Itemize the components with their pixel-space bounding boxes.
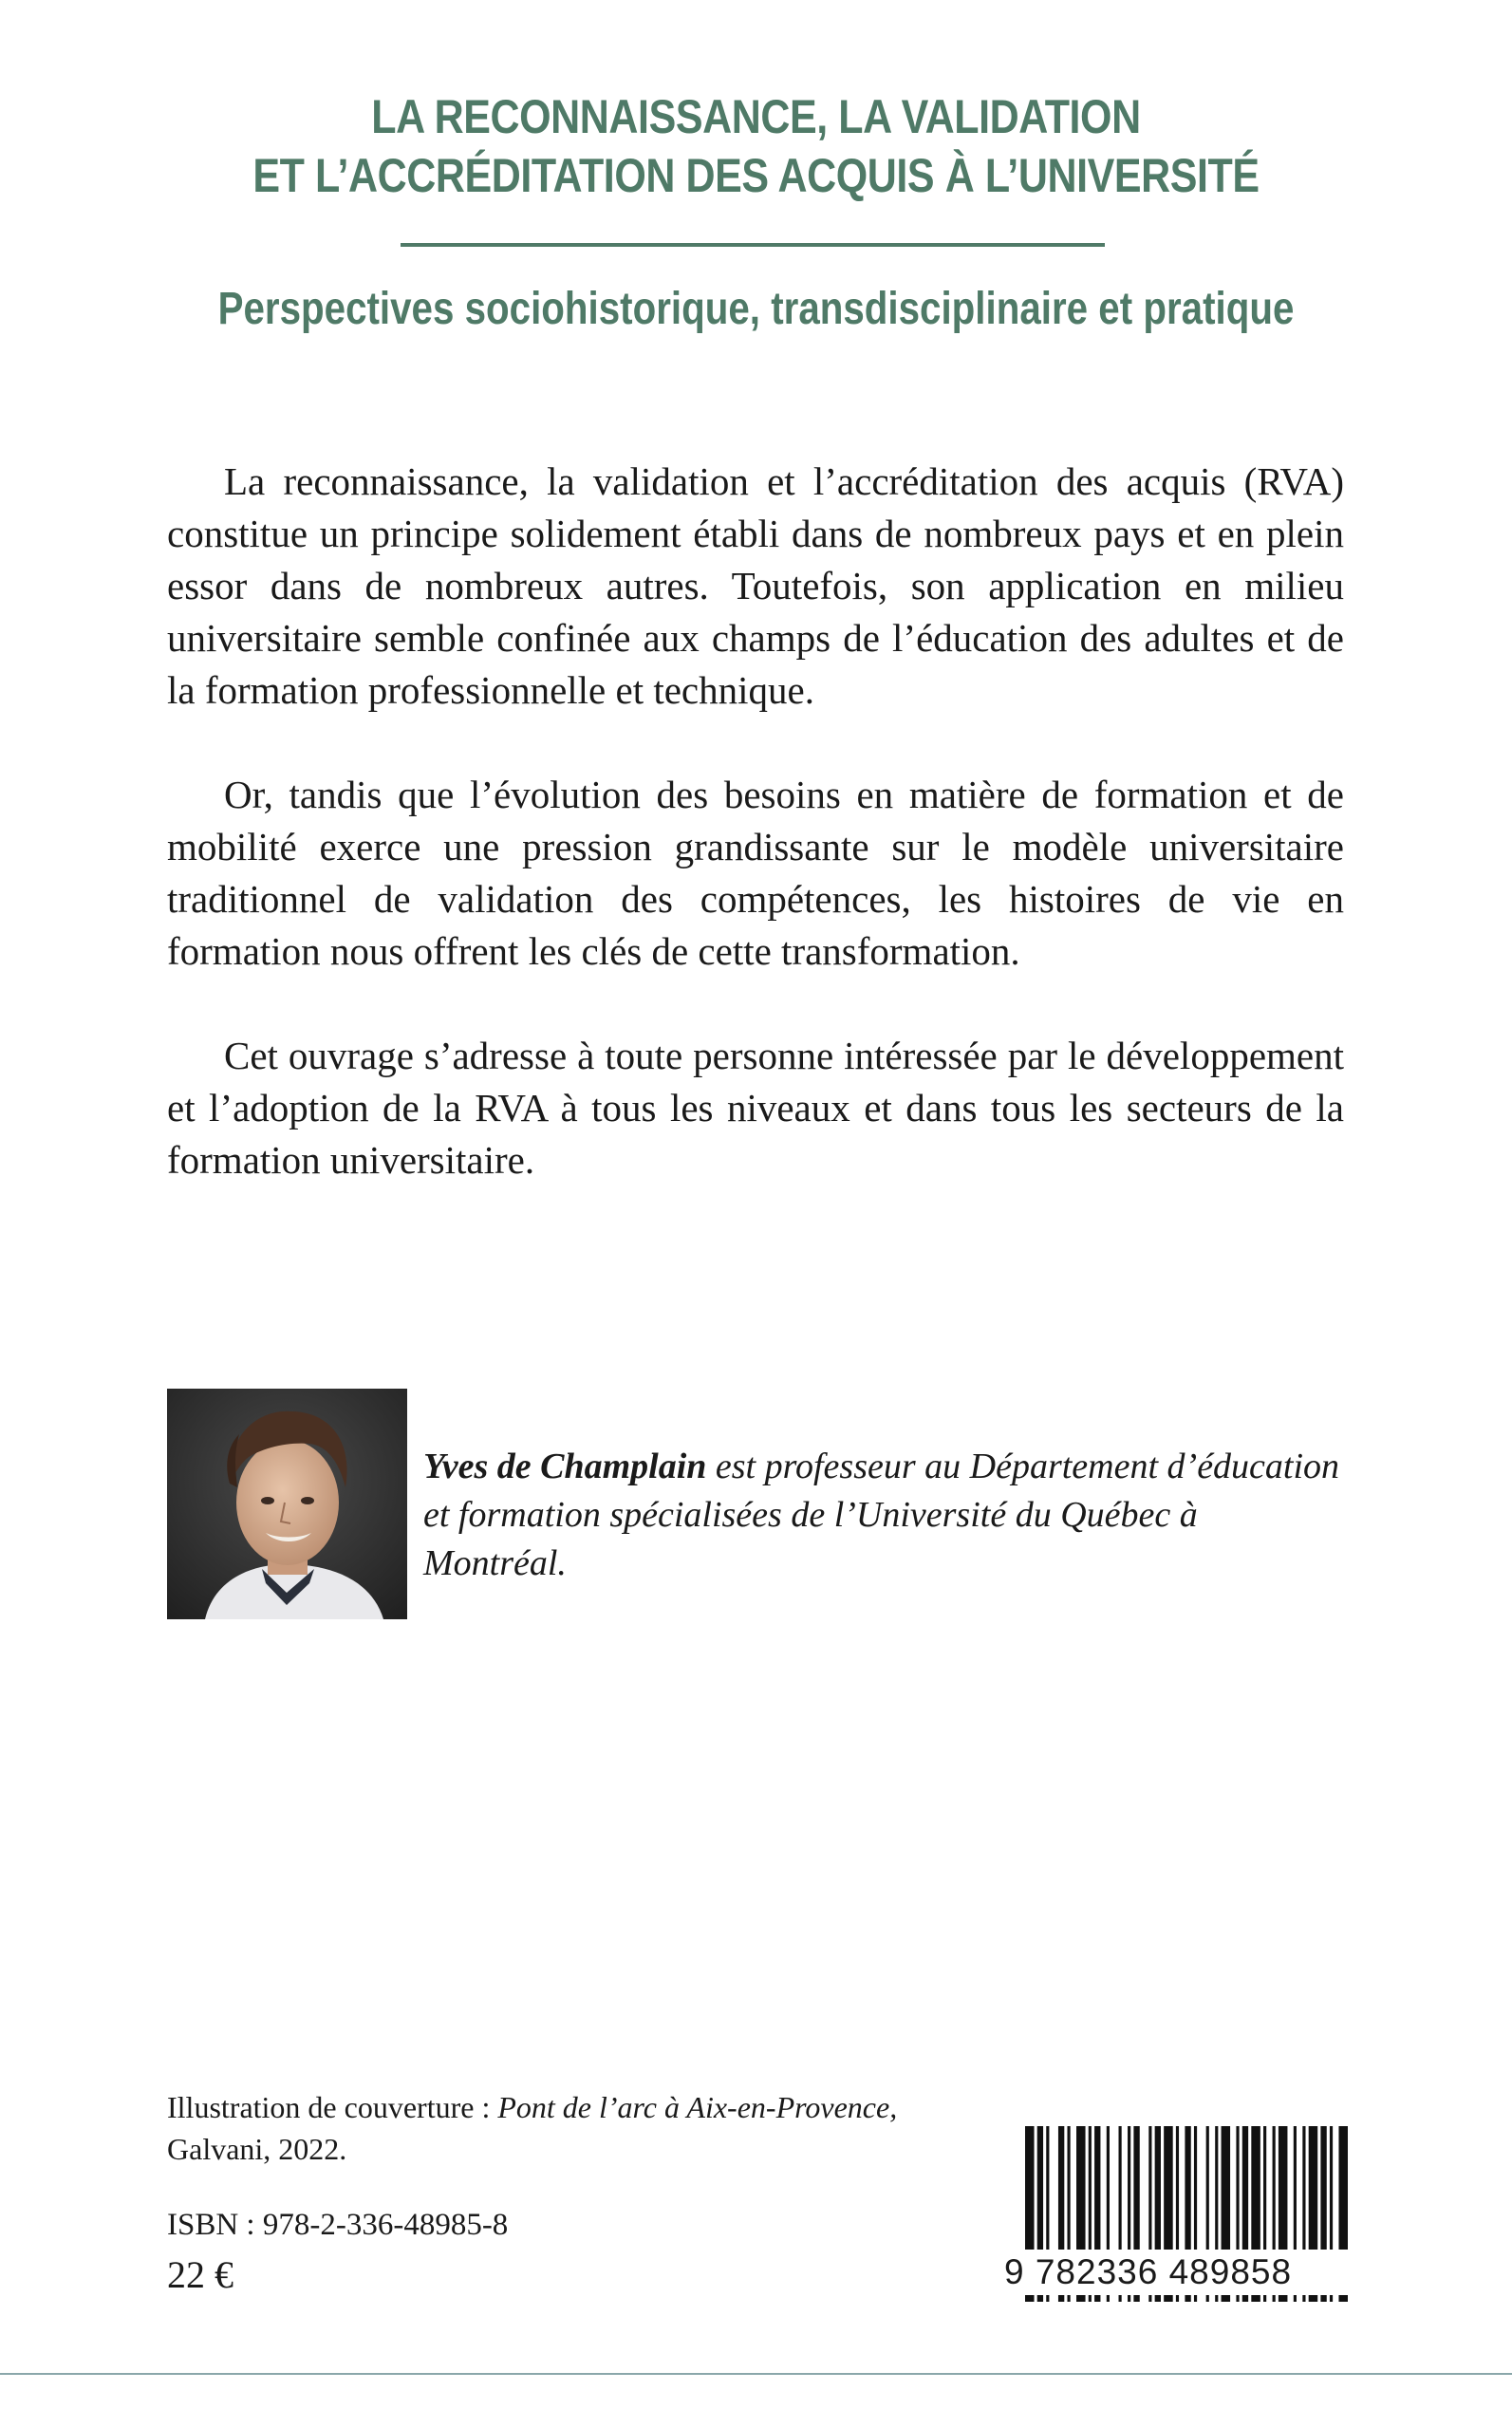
barcode-digits: 9 782336 489858 [1004,2250,1355,2295]
credits-work: Pont de l’arc à Aix-en-Provence, [497,2090,898,2124]
author-bio [423,1443,1349,1588]
author-bio-text: est professeur au Département d’éducation et formation spécialisées de l’Université du Québec à Montréal. [423,1447,1340,1583]
blurb-paragraph-2: Or, tandis que l’évolution des besoins en matière de formation et de mobilité exerce une pression grandissante sur le modèle universitaire traditionnel de validation des compétences, les histoires de vie en formation nous offrent les clés de cette transformation. [167,773,1344,973]
blurb-paragraph-1: La reconnaissance, la validation et l’accréditation des acquis (RVA) constitue un principe solidement établi dans de nombreux pays et en plein essor dans de nombreux autres. Toutefois, son application en milieu universitaire semble confinée aux champs de l’éducation des adultes et de la formation professionnelle et technique. [167,459,1344,712]
isbn: ISBN : 978-2-336-48985-8 [167,2208,509,2242]
book-title-line-2: ET L’ACCRÉDITATION DES ACQUIS À L’UNIVERSITÉ [252,149,1260,202]
author-name: Yves de Champlain [423,1447,707,1486]
blurb [167,456,1344,1239]
title-divider [401,243,1105,247]
blurb-paragraph-3: Cet ouvrage s’adresse à toute personne intéressée par le développement et l’adoption de la RVA à tous les niveaux et dans tous les secteurs de la formation universitaire. [167,1034,1344,1182]
author-portrait-image [167,1389,407,1619]
credits-suffix: Galvani, 2022. [167,2132,347,2166]
cover-credits [167,2086,926,2170]
bottom-rule [0,2373,1512,2375]
book-title [106,87,1407,205]
book-title-line-1: LA RECONNAISSANCE, LA VALIDATION [371,90,1141,143]
book-subtitle: Perspectives sociohistorique, transdisciplinaire et pratique [217,284,1295,334]
credits-prefix: Illustration de couverture : [167,2090,498,2124]
price: 22 € [167,2253,233,2296]
author-photo [167,1389,407,1619]
